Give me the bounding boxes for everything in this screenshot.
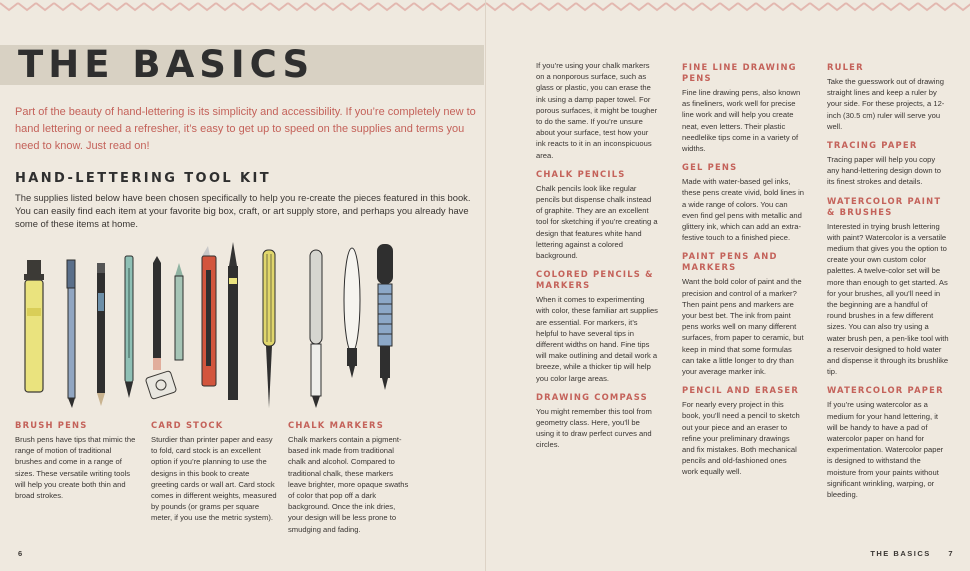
fine-line-heading: FINE LINE DRAWING PENS	[682, 62, 797, 83]
right-page	[485, 0, 970, 571]
box-cutter-icon	[202, 246, 216, 386]
section-heading: HAND-LETTERING TOOL KIT	[15, 171, 272, 186]
pencil-eraser-text: For nearly every project in this book, you’ll need a pencil to sketch out your piece and an eraser to refine your preliminary drawings and fix mistakes. Both mechanical pencils and old-fashioned ones work equally well.	[682, 400, 800, 477]
card-stock-column	[151, 420, 277, 532]
running-footer	[870, 549, 954, 558]
chalk-pencil-icon	[175, 263, 183, 360]
gel-pens-heading: GEL PENS	[682, 162, 738, 173]
watercolor-paint-heading: WATERCOLOR PAINT & BRUSHES	[827, 195, 942, 217]
chalk-pencils-text: Chalk pencils look like regular pencils but dispense chalk instead of graphite. They are an excellent tool for sketching if you’re creating a design that features white hand lettering against a colored background.	[536, 183, 658, 261]
watercolor-paint-text: Interested in trying brush lettering with paint? Watercolor is a versatile medium that gives you the option to create your own custom color palettes. A twelve-color set will be more than enough to get started. As for your brushes, all you’ll need in the beginning are a handful of round brushes in a few different sizes. You can also try using a water brush pen, a pen-like tool with a reservoir designed to hold water and dispense it through its brushlike tip.	[827, 221, 949, 377]
running-head: THE BASICS	[870, 549, 931, 558]
right-column-1	[536, 60, 658, 459]
pencil-eraser-heading: PENCIL AND ERASER	[682, 385, 799, 396]
striped-pen-icon	[377, 244, 393, 390]
ruler-heading: RULER	[827, 62, 864, 72]
chalk-markers-continued: If you’re using your chalk markers on a nonporous surface, such as glass or plastic, you can erase the ink using a damp paper towel. For porous surfaces, it might be tougher to do the same. If you’re unsure about your surface, test how your ink reacts to it in an inconspicuous area.	[536, 61, 658, 160]
brush-pens-heading: BRUSH PENS	[15, 420, 88, 430]
white-pen-icon	[344, 248, 360, 378]
tools-illustration	[18, 238, 408, 408]
paint-pens-heading: PAINT PENS AND MARKERS	[682, 251, 778, 273]
right-column-3	[827, 62, 949, 508]
fountain-pen-icon	[228, 242, 238, 400]
chalk-markers-column	[288, 420, 412, 543]
chalk-markers-heading: CHALK MARKERS	[288, 420, 384, 430]
section-paragraph: The supplies listed below have been chosen specifically to help you re-create the pieces featured in this book. You can easily find each item at your favorite big box, craft, or art supply store, and perhaps you already have some of these items at home.	[15, 192, 471, 229]
chalk-pencils-heading: CHALK PENCILS	[536, 168, 626, 179]
eraser-pencil-icon	[153, 256, 161, 370]
marker-icon	[67, 260, 75, 408]
highlighter-icon	[24, 260, 44, 392]
brush-pen-icon	[263, 250, 275, 408]
brush-pens-text: Brush pens have tips that mimic the range of motion of traditional brushes and come in a range of sizes. These versatile writing tools will help you create both thin and broad strokes.	[15, 435, 136, 501]
card-stock-heading: CARD STOCK	[151, 420, 224, 430]
sharpener-icon	[145, 371, 177, 400]
intro-paragraph: Part of the beauty of hand-lettering is its simplicity and accessibility. If you’re completely new to hand lettering or need a refresher, it’s easy to get up to speed on the supplies and terms you need to know. Just read on!	[15, 106, 476, 152]
page-number: 7	[948, 549, 954, 558]
page-number: 6	[18, 549, 23, 558]
drawing-compass-heading: DRAWING COMPASS	[536, 391, 648, 402]
ruler-text: Take the guesswork out of drawing straight lines and keep a ruler by your side. For these projects, a 12-inch (30.5 cm) ruler will serve you well.	[827, 77, 945, 131]
colored-pencils-heading: COLORED PENCILS & MARKERS	[536, 269, 654, 291]
brush-pens-column	[15, 420, 139, 509]
card-stock-text: Sturdier than printer paper and easy to fold, card stock is an excellent option if you’re planning to use the designs in this book to create greeting cards or wall art. Card stock comes in different weights, measured by pounds (or grams per square meter, if you use the metric system).	[151, 435, 277, 523]
paint-pens-text: Want the bold color of paint and the precision and control of a marker? Then paint pens and markers are your best bet. The ink from paint pens works well on many different surfaces, from paper to ceramic, but keep in mind that some formulas can take a little longer to dry than your average marker ink.	[682, 277, 804, 377]
gel-pens-text: Made with water-based gel inks, these pens create vivid, bold lines in a wide range of colors. You can even find gel pens with metallic and glittery ink, which can add an extra-festive touch to a finished piece.	[682, 177, 804, 243]
tracing-paper-text: Tracing paper will help you copy any hand-lettering design down to its finest strokes and details.	[827, 155, 941, 187]
pencil-icon	[97, 263, 105, 406]
watercolor-paper-text: If you’re using watercolor as a medium for your hand lettering, it will be handy to have a pad of watercolor paper on hand for experimentation. Watercolor paper is designed to withstand the moisture from your paints without significant wrinkling, warping, or bleeding.	[827, 400, 944, 500]
mechanical-pencil-icon	[125, 256, 133, 398]
tracing-paper-heading: TRACING PAPER	[827, 140, 918, 151]
pen-icon	[310, 250, 322, 408]
right-column-2	[682, 62, 804, 486]
drawing-compass-text: You might remember this tool from geometry class. Here, you’ll be using it to draw perfect curves and circles.	[536, 406, 652, 450]
fine-line-text: Fine line drawing pens, also known as fineliners, work well for precise line work and will help you create neat, even letters. Their plastic needlelike tips come in a variety of widths.	[682, 88, 801, 154]
page-title: THE BASICS	[18, 43, 315, 86]
chalk-markers-text: Chalk markers contain a pigment-based ink made from traditional chalk and alcohol. Compared to traditional chalk, these markers leave brighter, more opaque swaths of color that pop off a dark background. Once the ink dries, your design will be less prone to smudging and fading.	[288, 435, 409, 534]
colored-pencils-text: When it comes to experimenting with color, these familiar art supplies are essential. For markers, it’s helpful to have several tips in different widths on hand. Fine tips will make outlining and detail work a breeze, while a thicker tip will help you color large areas.	[536, 295, 658, 383]
watercolor-paper-heading: WATERCOLOR PAPER	[827, 385, 944, 396]
